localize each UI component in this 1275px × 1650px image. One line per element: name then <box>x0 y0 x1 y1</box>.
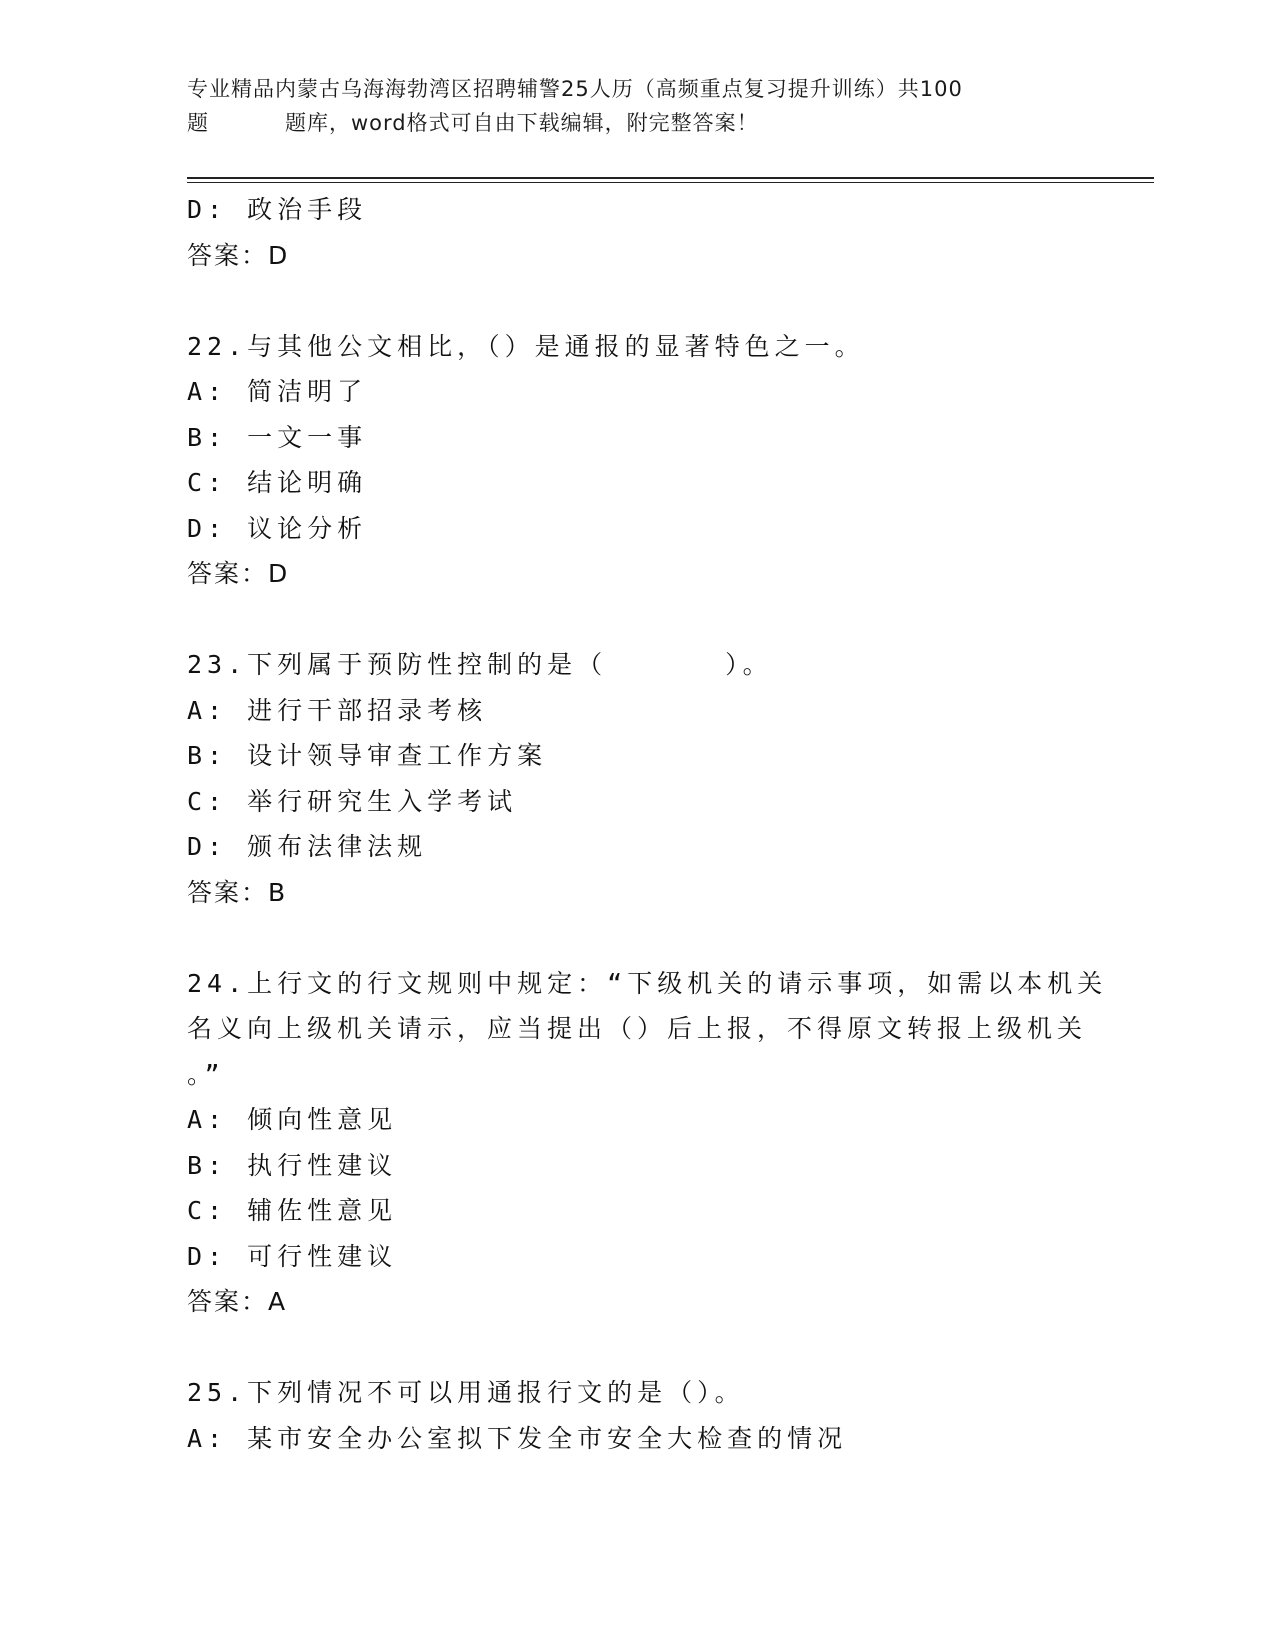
question-list <box>187 187 1108 1461</box>
option-d: D: 议论分析 <box>187 513 368 543</box>
question-23 <box>187 642 1087 915</box>
question-stem-end: ）。 <box>725 650 773 679</box>
header-subtitle: 题库，word格式可自由下载编辑，附完整答案！ <box>285 111 759 135</box>
option-d: D: 政治手段 <box>187 195 368 224</box>
question-stem: 25.下列情况不可以用通报行文的是（）。 <box>187 1378 745 1407</box>
option-a: A: 某市安全办公室拟下发全市安全大检查的情况 <box>187 1423 848 1453</box>
option-b: B: 一文一事 <box>187 422 368 452</box>
question-24 <box>187 961 1108 1325</box>
answer-line: 答案：D <box>187 240 290 270</box>
question-25 <box>187 1370 1087 1461</box>
question-stem-line: 。” <box>187 1059 225 1089</box>
option-a: A: 进行干部招录考核 <box>187 695 488 725</box>
answer-line: 答案：A <box>187 1287 288 1316</box>
header-title-line-2 <box>187 106 1067 140</box>
header-title-line-1: 专业精品内蒙古乌海海勃湾区招聘辅警25人历（高频重点复习提升训练）共100 <box>187 77 963 101</box>
option-d: D: 可行性建议 <box>187 1241 398 1271</box>
option-c: C: 辅佐性意见 <box>187 1196 398 1225</box>
question-stem <box>187 642 1087 688</box>
option-a: A: 简洁明了 <box>187 377 368 406</box>
prev-question-tail <box>187 187 1087 278</box>
option-a: A: 倾向性意见 <box>187 1105 398 1134</box>
option-b: B: 执行性建议 <box>187 1150 398 1180</box>
question-22 <box>187 324 1087 597</box>
header-divider-thick <box>187 177 1154 179</box>
question-stem-line: 24.上行文的行文规则中规定：“下级机关的请示事项，如需以本机关 <box>187 968 1108 998</box>
option-c: C: 举行研究生入学考试 <box>187 786 518 816</box>
question-stem-start: 23.下列属于预防性控制的是（ <box>187 650 608 679</box>
option-c: C: 结论明确 <box>187 468 368 497</box>
option-b: B: 设计领导审查工作方案 <box>187 741 548 770</box>
answer-line: 答案：D <box>187 559 290 588</box>
header-title-fragment: 题 <box>187 111 209 135</box>
question-stem: 22.与其他公文相比，（）是通报的显著特色之一。 <box>187 331 865 361</box>
answer-line: 答案：B <box>187 877 288 907</box>
document-header <box>187 72 1067 140</box>
header-divider-thin <box>187 182 1154 183</box>
question-stem-line: 名义向上级机关请示，应当提出（）后上报，不得原文转报上级机关 <box>187 1014 1088 1043</box>
option-d: D: 颁布法律法规 <box>187 832 428 861</box>
